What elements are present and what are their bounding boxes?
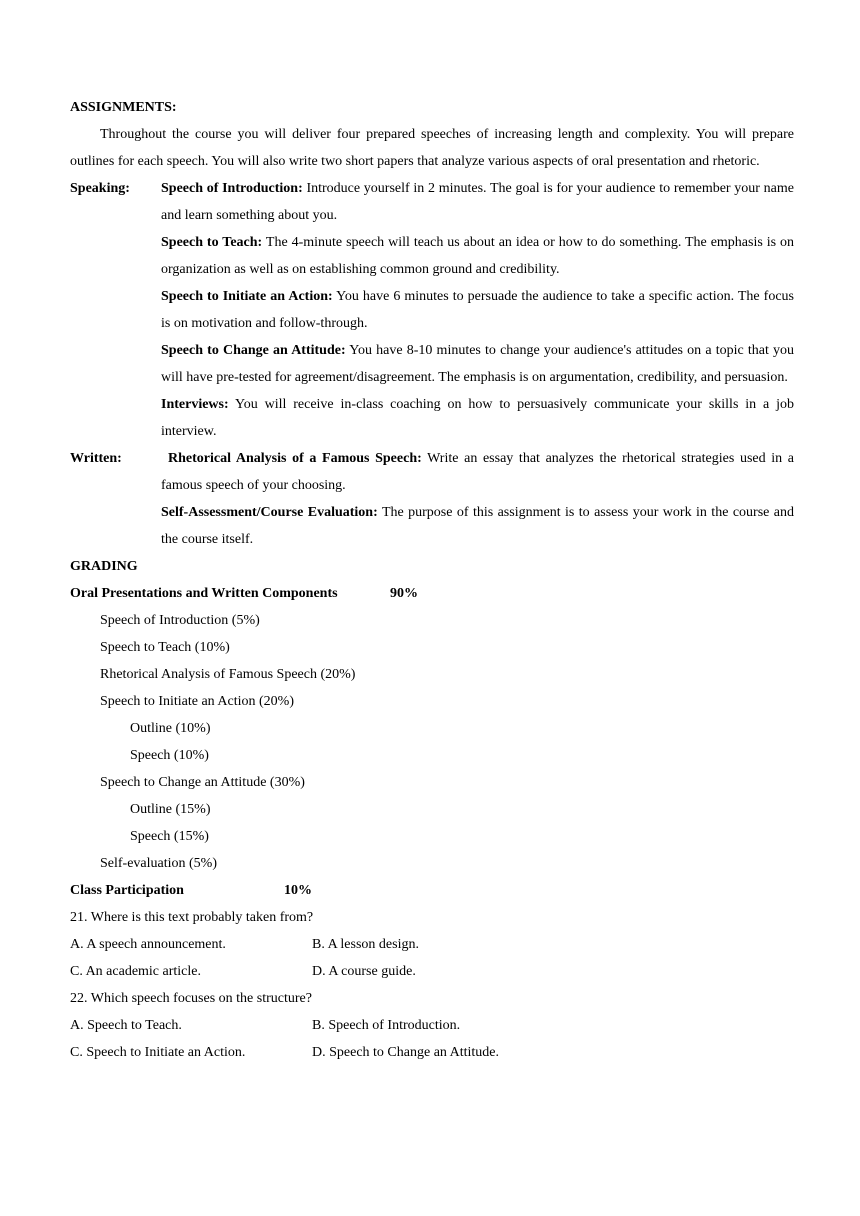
participation-percent: 10% xyxy=(284,883,312,898)
speaking-item-3 xyxy=(70,283,794,337)
grading-component: Self-evaluation (5%) xyxy=(100,856,218,871)
option-b: B. Speech of Introduction. xyxy=(312,1018,461,1033)
oral-percent: 90% xyxy=(390,586,418,601)
option-a: A. Speech to Teach. xyxy=(70,1018,182,1033)
grading-component: Speech to Teach (10%) xyxy=(100,640,230,655)
item-text: You will receive in-class coaching on how to persuasively communicate your skills in a job interview. xyxy=(161,397,794,439)
question-21-options-row-1 xyxy=(70,931,794,958)
question-21-options-row-2 xyxy=(70,958,794,985)
assignments-heading: ASSIGNMENTS: xyxy=(70,100,177,115)
grading-subcomponent: Outline (15%) xyxy=(130,802,211,817)
grading-subcomponent: Speech (15%) xyxy=(130,829,209,844)
assignments-intro: Throughout the course you will deliver four prepared speeches of increasing length and complexity. You will prepare outlines for each speech. You will also write two short papers that analyze various aspects of oral presentation and rhetoric. xyxy=(70,127,794,169)
option-d: D. A course guide. xyxy=(312,964,416,979)
oral-presentations-row xyxy=(70,580,794,607)
document-page xyxy=(70,94,794,1066)
grading-subcomponent: Speech (10%) xyxy=(130,748,209,763)
class-participation-row xyxy=(70,877,794,904)
item-title: Self-Assessment/Course Evaluation: xyxy=(161,505,378,520)
grading-component: Speech of Introduction (5%) xyxy=(100,613,260,628)
question-22-options-row-1 xyxy=(70,1012,794,1039)
item-title: Interviews: xyxy=(161,397,229,412)
speaking-item-4 xyxy=(70,337,794,391)
item-title: Speech to Teach: xyxy=(161,235,263,250)
written-item-1 xyxy=(161,445,794,499)
written-item-2 xyxy=(70,499,794,553)
option-a: A. A speech announcement. xyxy=(70,937,226,952)
speaking-item-5 xyxy=(70,391,794,445)
speaking-item-2 xyxy=(70,229,794,283)
item-text: Write an essay that analyzes the rhetorical strategies used in a famous speech of your choosing. xyxy=(161,451,794,493)
item-title: Speech to Initiate an Action: xyxy=(161,289,333,304)
item-text: The purpose of this assignment is to assess your work in the course and the course itself. xyxy=(161,505,794,547)
grading-heading: GRADING xyxy=(70,559,138,574)
option-c: C. An academic article. xyxy=(70,964,201,979)
question-22-options-row-2 xyxy=(70,1039,794,1066)
speaking-item-1 xyxy=(161,175,794,229)
question-21: 21. Where is this text probably taken from? xyxy=(70,910,314,925)
grading-component: Speech to Initiate an Action (20%) xyxy=(100,694,294,709)
option-c: C. Speech to Initiate an Action. xyxy=(70,1045,246,1060)
speaking-section xyxy=(70,175,794,229)
written-label: Written: xyxy=(70,451,122,466)
speaking-label: Speaking: xyxy=(70,181,130,196)
item-text: Introduce yourself in 2 minutes. The goal is for your audience to remember your name and learn something about you. xyxy=(161,181,794,223)
item-title: Rhetorical Analysis of a Famous Speech: xyxy=(168,451,422,466)
option-b: B. A lesson design. xyxy=(312,937,419,952)
grading-subcomponent: Outline (10%) xyxy=(130,721,211,736)
item-title: Speech to Change an Attitude: xyxy=(161,343,346,358)
item-text: You have 8-10 minutes to change your audience's attitudes on a topic that you will have pre-tested for agreement/disagreement. The emphasis is on argumentation, credibility, and persuasion. xyxy=(161,343,794,385)
item-title: Speech of Introduction: xyxy=(161,181,303,196)
question-22: 22. Which speech focuses on the structure? xyxy=(70,991,312,1006)
written-section xyxy=(70,445,794,499)
grading-component: Rhetorical Analysis of Famous Speech (20%) xyxy=(100,667,356,682)
participation-label: Class Participation xyxy=(70,883,184,898)
item-text: The 4-minute speech will teach us about an idea or how to do something. The emphasis is on organization as well as on establishing common ground and credibility. xyxy=(161,235,795,277)
oral-label: Oral Presentations and Written Components xyxy=(70,586,338,601)
option-d: D. Speech to Change an Attitude. xyxy=(312,1045,500,1060)
item-text: You have 6 minutes to persuade the audience to take a specific action. The focus is on motivation and follow-through. xyxy=(161,289,794,331)
grading-component: Speech to Change an Attitude (30%) xyxy=(100,775,305,790)
